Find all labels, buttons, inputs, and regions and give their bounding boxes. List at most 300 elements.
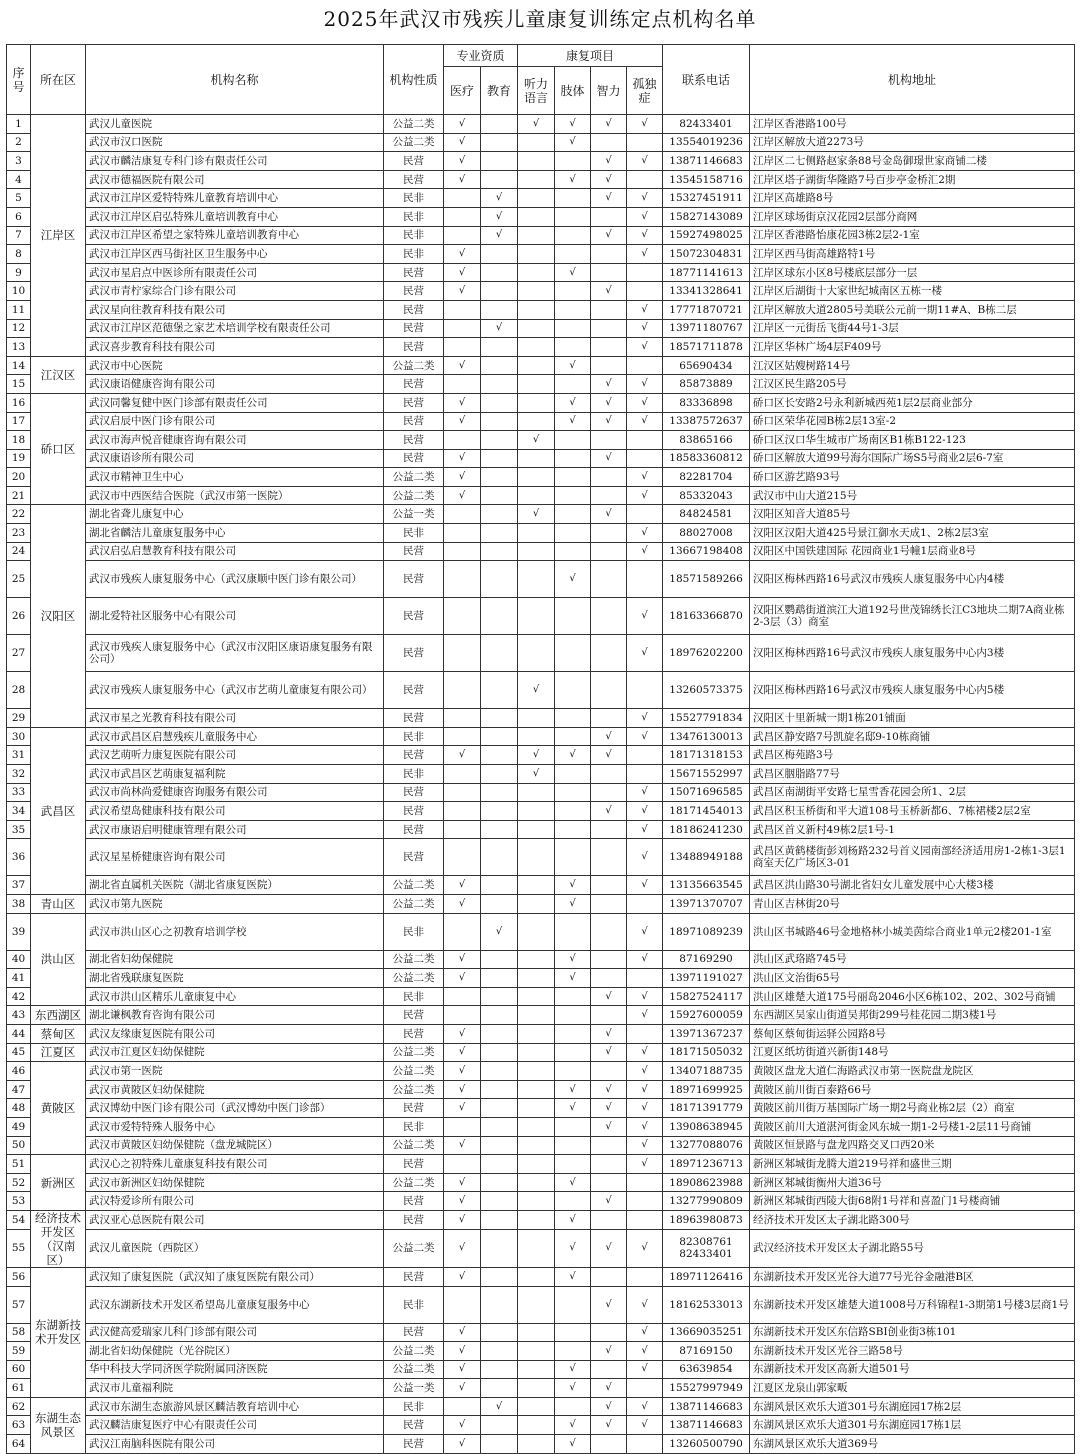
mark-limb <box>555 1062 591 1081</box>
contact-phone: 18186241230 <box>663 820 750 839</box>
mark-limb: √ <box>555 393 591 412</box>
institution-nature: 公益二类 <box>384 876 444 895</box>
row-number: 14 <box>7 356 31 375</box>
mark-education: √ <box>481 913 518 950</box>
contact-phone: 13971367237 <box>663 1024 750 1043</box>
mark-education <box>481 245 518 264</box>
mark-autism: √ <box>627 226 663 245</box>
row-number: 6 <box>7 207 31 226</box>
mark-education <box>481 987 518 1006</box>
mark-autism: √ <box>627 542 663 561</box>
header-autism: 孤独症 <box>627 67 663 115</box>
mark-hearing <box>518 1062 555 1081</box>
mark-medical <box>444 987 481 1006</box>
table-row <box>7 245 1075 264</box>
mark-medical <box>444 300 481 319</box>
table-row <box>7 356 1075 375</box>
row-number: 47 <box>7 1080 31 1099</box>
mark-education: √ <box>481 1397 518 1416</box>
contact-phone: 85332043 <box>663 486 750 505</box>
mark-medical: √ <box>444 152 481 171</box>
table-body <box>7 115 1075 1454</box>
mark-autism <box>627 895 663 914</box>
institution-nature: 民非 <box>384 1286 444 1323</box>
contact-phone: 15671552997 <box>663 765 750 784</box>
mark-hearing <box>518 449 555 468</box>
district-cell: 黄陂区 <box>31 1062 86 1155</box>
mark-hearing <box>518 375 555 394</box>
mark-medical <box>444 542 481 561</box>
institution-address: 洪山区书城路46号金地格林小城美茵综合商业1单元2楼201-1室 <box>750 913 1075 950</box>
row-number: 55 <box>7 1229 31 1267</box>
mark-medical: √ <box>444 1062 481 1081</box>
row-number: 33 <box>7 783 31 802</box>
row-number: 62 <box>7 1397 31 1416</box>
institution-address: 东湖风景区欢乐大道369号 <box>750 1435 1075 1454</box>
mark-medical: √ <box>444 1360 481 1379</box>
institution-nature: 民营 <box>384 338 444 357</box>
mark-intellect <box>591 1136 627 1155</box>
mark-autism: √ <box>627 245 663 264</box>
table-row <box>7 468 1075 487</box>
mark-limb <box>555 913 591 950</box>
mark-limb <box>555 1286 591 1323</box>
row-number: 30 <box>7 727 31 746</box>
table-row <box>7 263 1075 282</box>
mark-education <box>481 1229 518 1267</box>
mark-autism: √ <box>627 1136 663 1155</box>
institution-nature: 民营 <box>384 1210 444 1229</box>
table-row <box>7 1117 1075 1136</box>
mark-intellect <box>591 1210 627 1229</box>
mark-autism: √ <box>627 1043 663 1062</box>
institution-nature: 民非 <box>384 987 444 1006</box>
institution-nature: 民非 <box>384 189 444 208</box>
row-number: 32 <box>7 765 31 784</box>
mark-hearing <box>518 1379 555 1398</box>
mark-education <box>481 431 518 450</box>
district-cell: 武昌区 <box>31 727 86 894</box>
mark-hearing <box>518 486 555 505</box>
mark-medical <box>444 820 481 839</box>
mark-intellect: √ <box>591 1342 627 1361</box>
institution-name: 武汉博幼中医门诊有限公司（武汉博幼中医门诊部） <box>86 1099 384 1118</box>
mark-hearing <box>518 393 555 412</box>
district-cell: 江汉区 <box>31 356 86 393</box>
institution-address: 武昌区胭脂路77号 <box>750 765 1075 784</box>
mark-limb <box>555 319 591 338</box>
table-row <box>7 1062 1075 1081</box>
mark-education <box>481 561 518 598</box>
institution-address: 新洲区邾城街西陵大街68附1号祥和喜盈门1号楼商铺 <box>750 1192 1075 1211</box>
institution-nature: 民营 <box>384 802 444 821</box>
mark-education <box>481 1062 518 1081</box>
table-row <box>7 1210 1075 1229</box>
mark-education: √ <box>481 189 518 208</box>
mark-education <box>481 950 518 969</box>
row-number: 49 <box>7 1117 31 1136</box>
institution-address: 新洲区邾城街龙腾大道219号祥和盛世三期 <box>750 1155 1075 1174</box>
institution-nature: 民营 <box>384 319 444 338</box>
table-row <box>7 1080 1075 1099</box>
header-limb: 肢体 <box>555 67 591 115</box>
table-row <box>7 561 1075 598</box>
institution-name: 湖北谦枫教育咨询有限公司 <box>86 1006 384 1025</box>
institution-nature: 公益二类 <box>384 895 444 914</box>
mark-intellect <box>591 356 627 375</box>
mark-intellect: √ <box>591 375 627 394</box>
mark-limb <box>555 431 591 450</box>
contact-phone: 13260500790 <box>663 1435 750 1454</box>
contact-phone: 13871146683 <box>663 1416 750 1435</box>
mark-limb <box>555 1155 591 1174</box>
mark-medical <box>444 783 481 802</box>
institution-address: 洪山区武珞路745号 <box>750 950 1075 969</box>
mark-education <box>481 727 518 746</box>
institution-address: 黄陂区盘龙大道仁海路武汉市第一医院盘龙院区 <box>750 1062 1075 1081</box>
mark-autism: √ <box>627 802 663 821</box>
institution-name: 武汉亚心总医院有限公司 <box>86 1210 384 1229</box>
institution-nature: 民营 <box>384 1267 444 1286</box>
mark-limb: √ <box>555 1267 591 1286</box>
mark-education <box>481 802 518 821</box>
contact-phone: 13554019236 <box>663 133 750 152</box>
mark-autism: √ <box>627 1117 663 1136</box>
institution-address: 江岸区香港路怡康花园3栋2层2-1室 <box>750 226 1075 245</box>
institution-nature: 民营 <box>384 1192 444 1211</box>
row-number: 28 <box>7 672 31 709</box>
mark-autism <box>627 1024 663 1043</box>
row-number: 8 <box>7 245 31 264</box>
mark-medical <box>444 802 481 821</box>
table-row <box>7 895 1075 914</box>
mark-limb <box>555 1043 591 1062</box>
institution-name: 武汉麟洁康复医疗中心有限责任公司 <box>86 1416 384 1435</box>
institution-name: 武汉市新洲区妇幼保健院 <box>86 1173 384 1192</box>
mark-intellect <box>591 1006 627 1025</box>
mark-education <box>481 412 518 431</box>
institution-address: 武昌区洪山路30号湖北省妇女儿童发展中心大楼3楼 <box>750 876 1075 895</box>
contact-phone: 88027008 <box>663 524 750 543</box>
mark-medical <box>444 1397 481 1416</box>
contact-phone: 13971370707 <box>663 895 750 914</box>
mark-intellect: √ <box>591 802 627 821</box>
row-number: 51 <box>7 1155 31 1174</box>
mark-limb: √ <box>555 1080 591 1099</box>
row-number: 11 <box>7 300 31 319</box>
table-row <box>7 1286 1075 1323</box>
row-number: 42 <box>7 987 31 1006</box>
institution-nature: 公益二类 <box>384 133 444 152</box>
mark-limb <box>555 765 591 784</box>
mark-intellect: √ <box>591 987 627 1006</box>
institution-nature: 民营 <box>384 839 444 876</box>
mark-limb <box>555 1024 591 1043</box>
row-number: 15 <box>7 375 31 394</box>
row-number: 41 <box>7 969 31 988</box>
mark-hearing <box>518 783 555 802</box>
table-row <box>7 950 1075 969</box>
contact-phone: 13545158716 <box>663 170 750 189</box>
mark-intellect: √ <box>591 1080 627 1099</box>
contact-phone: 13341328641 <box>663 282 750 301</box>
mark-medical: √ <box>444 356 481 375</box>
row-number: 17 <box>7 412 31 431</box>
mark-hearing <box>518 245 555 264</box>
mark-limb: √ <box>555 263 591 282</box>
mark-hearing <box>518 1210 555 1229</box>
mark-autism: √ <box>627 1342 663 1361</box>
institution-address: 东湖新技术开发区东信路SBI创业街3栋101 <box>750 1323 1075 1342</box>
institution-nature: 民营 <box>384 598 444 635</box>
mark-intellect <box>591 133 627 152</box>
institution-name: 湖北爱特社区服务中心有限公司 <box>86 598 384 635</box>
institution-address: 江汉区姑嫂树路14号 <box>750 356 1075 375</box>
mark-education <box>481 709 518 728</box>
table-row <box>7 375 1075 394</box>
row-number: 4 <box>7 170 31 189</box>
mark-autism: √ <box>627 950 663 969</box>
row-number: 19 <box>7 449 31 468</box>
district-cell: 汉阳区 <box>31 505 86 727</box>
contact-phone: 17771870721 <box>663 300 750 319</box>
institution-name: 武汉市康语启明健康管理有限公司 <box>86 820 384 839</box>
contact-phone: 83336898 <box>663 393 750 412</box>
row-number: 9 <box>7 263 31 282</box>
mark-education <box>481 1435 518 1454</box>
institution-address: 东湖新技术开发区光谷大道77号光谷金融港B区 <box>750 1267 1075 1286</box>
mark-medical: √ <box>444 969 481 988</box>
mark-autism: √ <box>627 598 663 635</box>
institution-nature: 民非 <box>384 913 444 950</box>
institution-nature: 公益二类 <box>384 1043 444 1062</box>
row-number: 60 <box>7 1360 31 1379</box>
institution-nature: 公益二类 <box>384 486 444 505</box>
mark-education <box>481 1210 518 1229</box>
header-address: 机构地址 <box>750 45 1075 115</box>
mark-education <box>481 765 518 784</box>
mark-medical <box>444 709 481 728</box>
mark-autism <box>627 1379 663 1398</box>
mark-intellect <box>591 263 627 282</box>
table-row <box>7 709 1075 728</box>
institution-nature: 民非 <box>384 226 444 245</box>
institution-name: 武汉市洪山区心之初教育培训学校 <box>86 913 384 950</box>
institution-nature: 民营 <box>384 561 444 598</box>
mark-intellect: √ <box>591 449 627 468</box>
mark-limb: √ <box>555 746 591 765</box>
mark-limb <box>555 1397 591 1416</box>
institution-address: 新洲区邾城街衡州大道36号 <box>750 1173 1075 1192</box>
institution-name: 武汉市黄陂区妇幼保健院（盘龙城院区） <box>86 1136 384 1155</box>
contact-phone: 15827143089 <box>663 207 750 226</box>
institution-name: 武汉启弘启慧教育科技有限公司 <box>86 542 384 561</box>
mark-limb <box>555 542 591 561</box>
row-number: 21 <box>7 486 31 505</box>
table-row <box>7 1342 1075 1361</box>
institution-nature: 公益二类 <box>384 1342 444 1361</box>
mark-intellect <box>591 950 627 969</box>
mark-intellect <box>591 319 627 338</box>
mark-education <box>481 1173 518 1192</box>
mark-medical: √ <box>444 1099 481 1118</box>
institution-name: 武汉市尚林尚爱健康咨询服务有限公司 <box>86 783 384 802</box>
contact-phone: 65690434 <box>663 356 750 375</box>
mark-autism: √ <box>627 486 663 505</box>
mark-autism: √ <box>627 338 663 357</box>
mark-medical <box>444 727 481 746</box>
institution-nature: 公益二类 <box>384 1136 444 1155</box>
institution-nature: 民营 <box>384 1435 444 1454</box>
mark-limb: √ <box>555 115 591 134</box>
mark-autism <box>627 263 663 282</box>
institution-nature: 民非 <box>384 727 444 746</box>
mark-hearing <box>518 950 555 969</box>
institution-nature: 公益二类 <box>384 468 444 487</box>
mark-medical <box>444 765 481 784</box>
mark-limb: √ <box>555 170 591 189</box>
mark-autism <box>627 170 663 189</box>
mark-hearing <box>518 1024 555 1043</box>
mark-hearing <box>518 913 555 950</box>
mark-intellect <box>591 207 627 226</box>
mark-medical: √ <box>444 746 481 765</box>
mark-limb <box>555 598 591 635</box>
institution-nature: 民营 <box>384 449 444 468</box>
table-row <box>7 1397 1075 1416</box>
institution-nature: 公益二类 <box>384 1360 444 1379</box>
table-header <box>7 45 1075 115</box>
district-cell: 洪山区 <box>31 913 86 1006</box>
mark-hearing <box>518 468 555 487</box>
mark-intellect <box>591 709 627 728</box>
institution-name: 湖北省聋儿康复中心 <box>86 505 384 524</box>
mark-medical <box>444 226 481 245</box>
mark-hearing <box>518 839 555 876</box>
mark-medical <box>444 431 481 450</box>
mark-medical: √ <box>444 245 481 264</box>
row-number: 54 <box>7 1210 31 1229</box>
row-number: 57 <box>7 1286 31 1323</box>
mark-limb <box>555 727 591 746</box>
mark-intellect <box>591 1155 627 1174</box>
mark-education <box>481 969 518 988</box>
mark-autism <box>627 1435 663 1454</box>
mark-medical <box>444 598 481 635</box>
contact-phone: 15327451911 <box>663 189 750 208</box>
contact-phone: 18971699925 <box>663 1080 750 1099</box>
institution-address: 江岸区香港路100号 <box>750 115 1075 134</box>
mark-intellect <box>591 486 627 505</box>
row-number: 38 <box>7 895 31 914</box>
mark-hearing <box>518 1155 555 1174</box>
mark-limb <box>555 802 591 821</box>
institution-name: 湖北省妇幼保健院（光谷院区） <box>86 1342 384 1361</box>
institution-nature: 民营 <box>384 152 444 171</box>
contact-phone: 15927600059 <box>663 1006 750 1025</box>
mark-hearing <box>518 1397 555 1416</box>
institution-address: 武昌区黄鹤楼街彭刘杨路232号首义园南部经济适用房1-2栋1-3层1商室天亿广场区3-01 <box>750 839 1075 876</box>
mark-education <box>481 820 518 839</box>
district-cell: 江岸区 <box>31 115 86 357</box>
table-row <box>7 282 1075 301</box>
mark-autism: √ <box>627 987 663 1006</box>
contact-phone: 13669035251 <box>663 1323 750 1342</box>
institution-nature: 民营 <box>384 300 444 319</box>
mark-autism: √ <box>627 1229 663 1267</box>
contact-phone: 15527997949 <box>663 1379 750 1398</box>
mark-intellect <box>591 468 627 487</box>
institution-name: 武汉儿童医院 <box>86 115 384 134</box>
institution-name: 武汉市海声悦音健康咨询有限公司 <box>86 431 384 450</box>
institution-nature: 公益二类 <box>384 1229 444 1267</box>
institution-address: 江岸区西马街高雄路特1号 <box>750 245 1075 264</box>
mark-autism: √ <box>627 393 663 412</box>
row-number: 1 <box>7 115 31 134</box>
mark-hearing <box>518 1192 555 1211</box>
contact-phone: 18163366870 <box>663 598 750 635</box>
mark-limb <box>555 1136 591 1155</box>
mark-education <box>481 524 518 543</box>
table-row <box>7 672 1075 709</box>
mark-medical <box>444 672 481 709</box>
header-qualification: 专业资质 <box>444 45 518 67</box>
mark-limb <box>555 152 591 171</box>
mark-autism: √ <box>627 1397 663 1416</box>
institution-nature: 民营 <box>384 1099 444 1118</box>
mark-intellect: √ <box>591 1397 627 1416</box>
mark-medical: √ <box>444 115 481 134</box>
mark-limb <box>555 1342 591 1361</box>
institution-nature: 民非 <box>384 245 444 264</box>
mark-medical <box>444 561 481 598</box>
institution-address: 黄陂区恒景路与盘龙四路交叉口西20米 <box>750 1136 1075 1155</box>
mark-education <box>481 1024 518 1043</box>
mark-limb: √ <box>555 1360 591 1379</box>
institution-name: 湖北省直属机关医院（湖北省康复医院） <box>86 876 384 895</box>
institution-nature: 民营 <box>384 1416 444 1435</box>
mark-education <box>481 263 518 282</box>
institution-name: 武汉市黄陂区妇幼保健院 <box>86 1080 384 1099</box>
mark-hearing <box>518 226 555 245</box>
mark-intellect <box>591 542 627 561</box>
table-row <box>7 207 1075 226</box>
contact-phone: 15927498025 <box>663 226 750 245</box>
header-phone: 联系电话 <box>663 45 750 115</box>
mark-limb: √ <box>555 356 591 375</box>
row-number: 63 <box>7 1416 31 1435</box>
institution-address: 东西湖区吴家山街道吴邦街299号桂花园二期3楼1号 <box>750 1006 1075 1025</box>
mark-hearing <box>518 802 555 821</box>
institution-address: 武昌区积玉桥街和平大道108号玉桥新都6、7栋裙楼2层2室 <box>750 802 1075 821</box>
row-number: 53 <box>7 1192 31 1211</box>
table-row <box>7 1379 1075 1398</box>
institution-address: 洪山区文治街65号 <box>750 969 1075 988</box>
table-row <box>7 486 1075 505</box>
contact-phone: 82281704 <box>663 468 750 487</box>
institution-nature: 民营 <box>384 635 444 672</box>
mark-autism: √ <box>627 207 663 226</box>
mark-autism: √ <box>627 115 663 134</box>
row-number: 50 <box>7 1136 31 1155</box>
institution-nature: 公益二类 <box>384 1173 444 1192</box>
institution-name: 武汉特爱诊所有限公司 <box>86 1192 384 1211</box>
mark-education <box>481 635 518 672</box>
institution-address: 江岸区解放大道2805号美联公元前一期11#A、B栋二层 <box>750 300 1075 319</box>
mark-autism <box>627 746 663 765</box>
mark-education <box>481 356 518 375</box>
contact-phone: 13871146683 <box>663 152 750 171</box>
